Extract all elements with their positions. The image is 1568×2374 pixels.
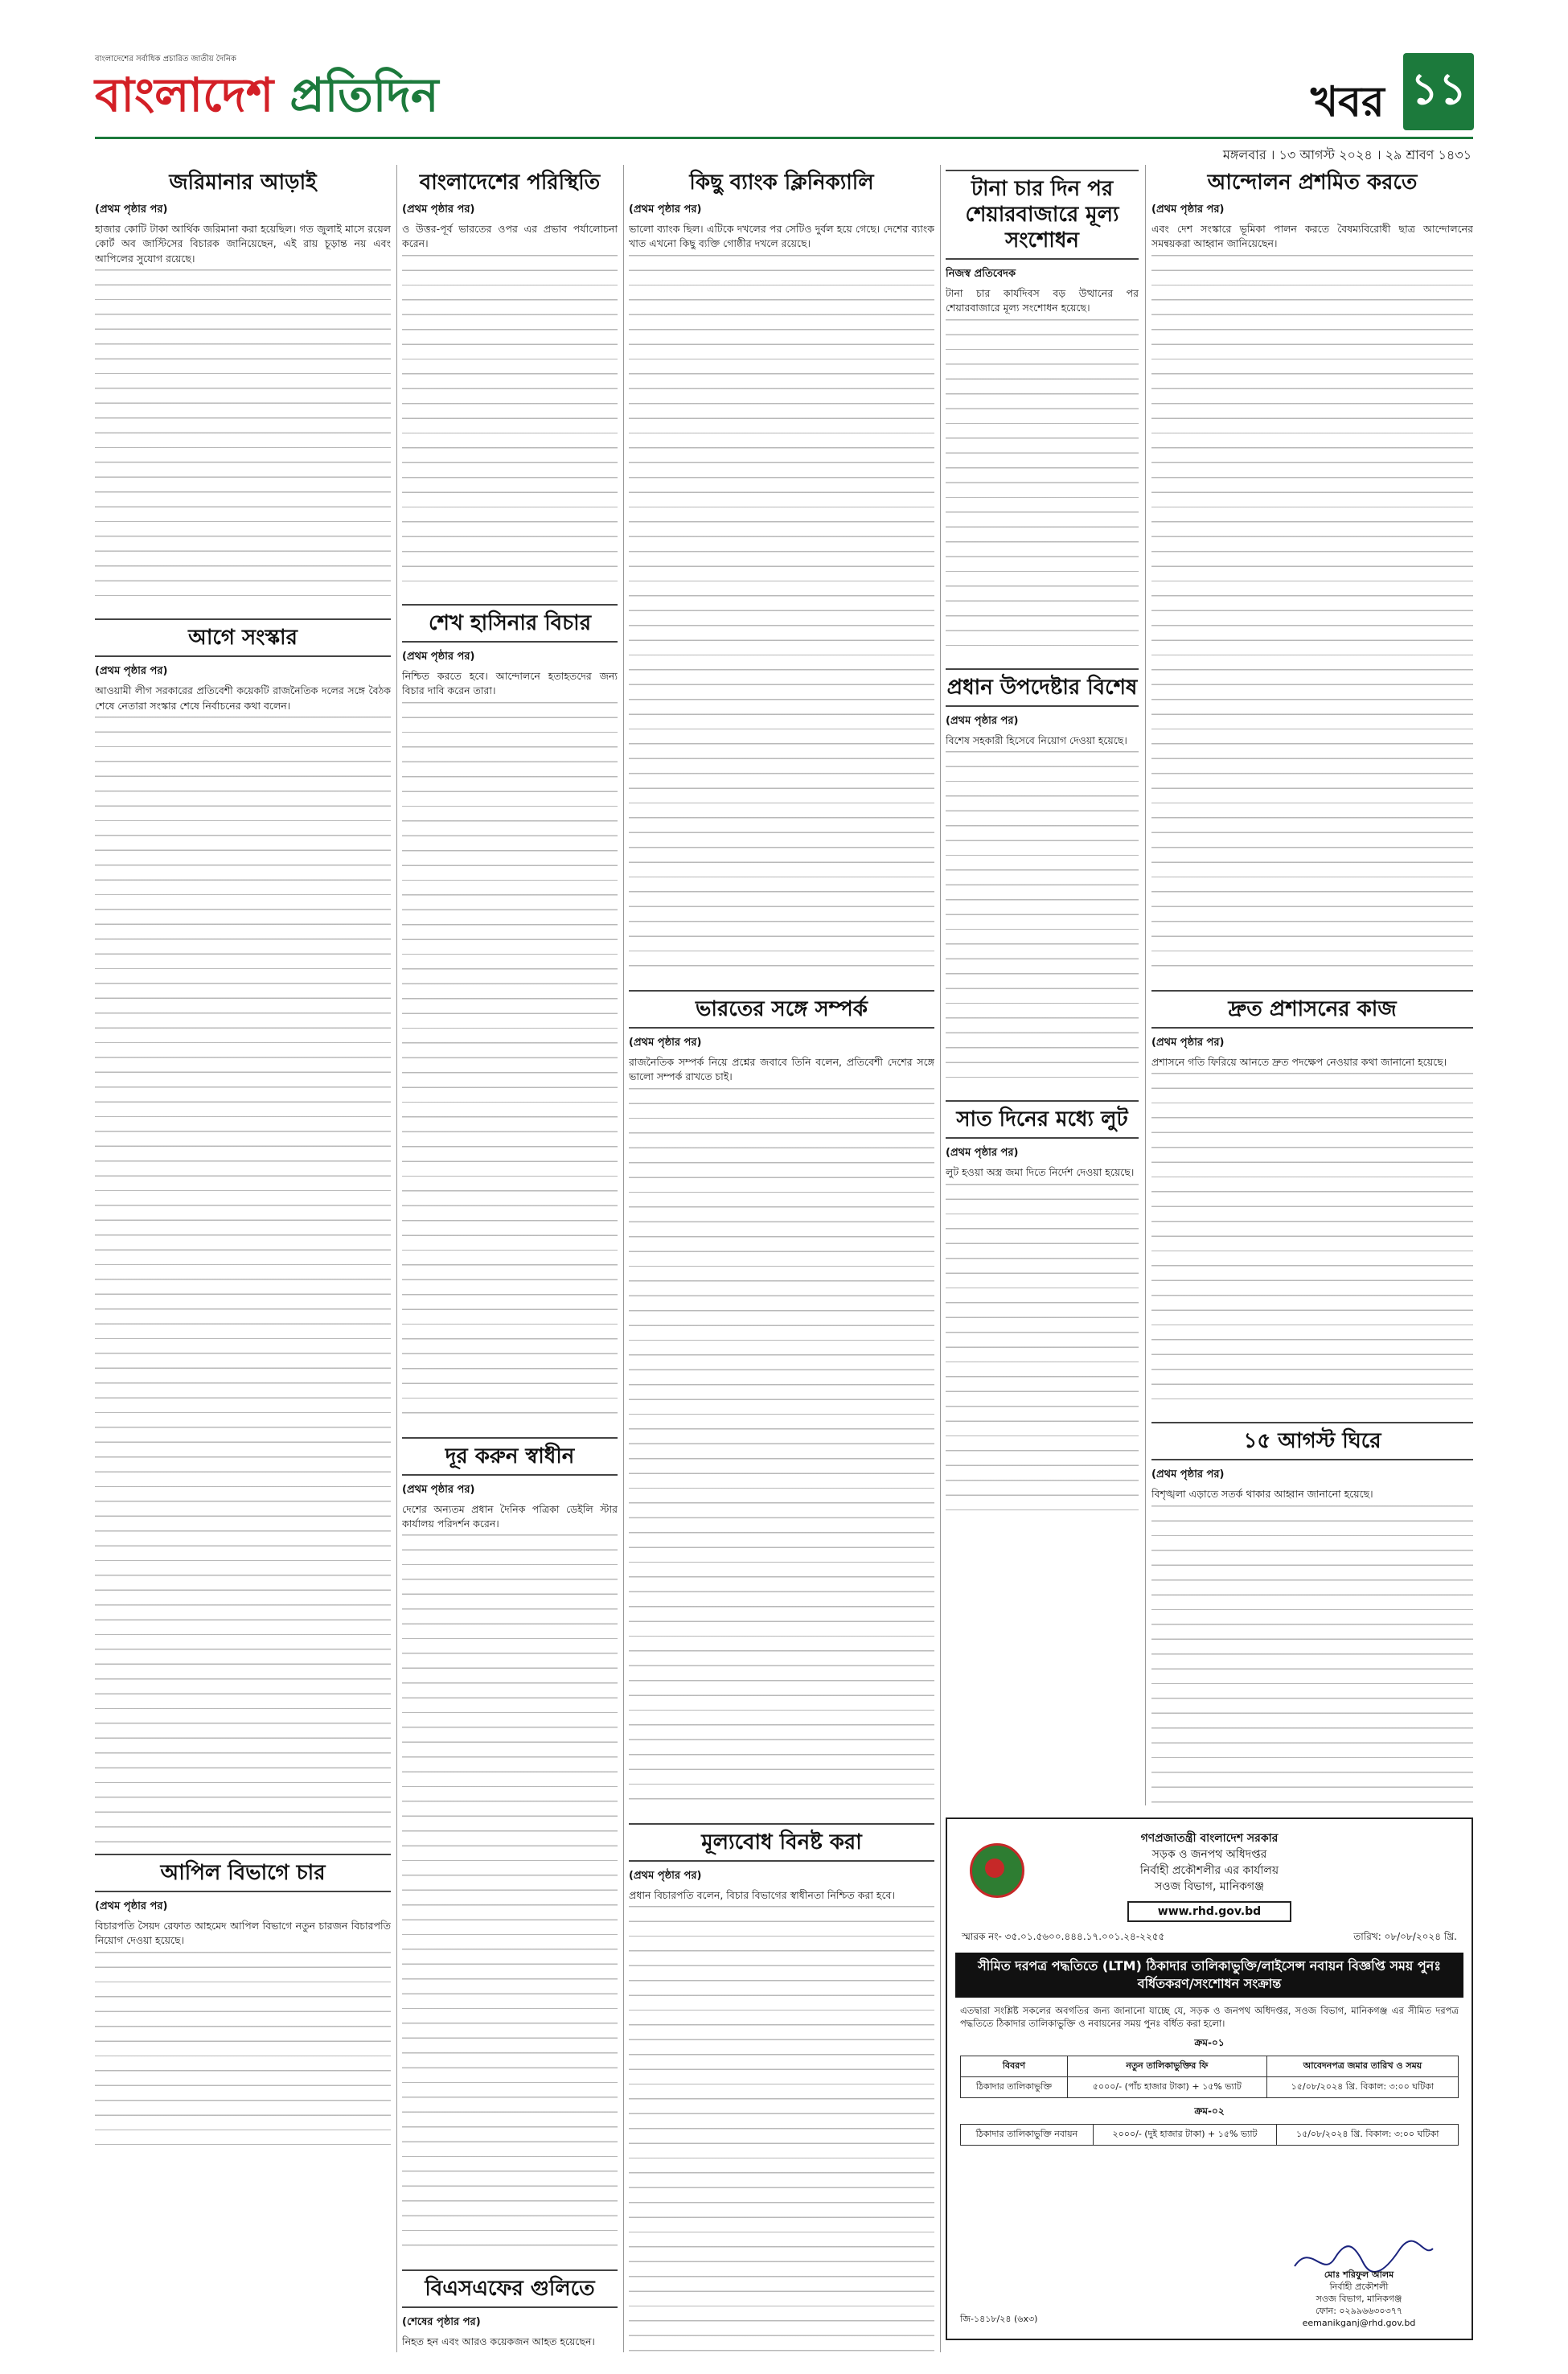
table-header-cell: বিবরণ xyxy=(961,2056,1068,2077)
logo-wordmark xyxy=(95,68,439,122)
notice-code: জি-১৪১৮/২৪ (৬x৩) xyxy=(960,2314,1038,2324)
article xyxy=(1151,1422,1473,1805)
article xyxy=(95,1854,391,2145)
article-body: বিশৃঙ্খলা এড়াতে সতর্ক থাকার আহ্বান জানানো হয়েছে। xyxy=(1151,1488,1373,1501)
notice-paragraph: এতদ্বারা সংশ্লিষ্ট সকলের অবগতির জন্য জানানো যাচ্ছে যে, সড়ক ও জনপথ অধিদপ্তর, সওজ বিভাগ, মানিকগঞ্জ এর সীমিত দরপত্র পদ্ধতিতে ঠিকাদার তালিকাভুক্তি ও নবায়নের সময় পুনঃ বর্ধিত করা হলো। xyxy=(960,2005,1459,2029)
article-body: রাজনৈতিক সম্পর্ক নিয়ে প্রশ্নের জবাবে তিনি বলেন, প্রতিবেশী দেশের সঙ্গে ভালো সম্পর্ক রাখতে চাই। xyxy=(629,1055,934,1083)
article-text-block xyxy=(946,1184,1139,1522)
government-notice xyxy=(946,1817,1473,2340)
section-title: খবর xyxy=(1311,78,1385,126)
signer-email[interactable]: eemanikganj@rhd.gov.bd xyxy=(1302,2318,1416,2328)
article-body: হাজার কোটি টাকা আর্থিক জরিমানা করা হয়েছিল। গত জুলাই মাসে রয়েল কোর্ট অব জাস্টিসের বিচারক জানিয়েছেন, এই রায় চূড়ান্ত নয় এবং আপিলের সুযোগ রয়েছে। xyxy=(95,223,391,265)
article xyxy=(946,170,1139,657)
article-text-block xyxy=(1151,1505,1473,1805)
table-cell: ঠিকাদার তালিকাভুক্তি xyxy=(961,2077,1068,2098)
notice-website-link[interactable]: www.rhd.gov.bd xyxy=(1127,1901,1291,1922)
table-cell: ৫০০০/- (পাঁচ হাজার টাকা) + ১৫% ভ্যাট xyxy=(1067,2077,1266,2098)
article-headline[interactable]: আগে সংস্কার xyxy=(95,618,391,657)
newspaper-logo[interactable] xyxy=(95,53,439,137)
article-byline: (প্রথম পৃষ্ঠার পর) xyxy=(1151,1468,1225,1481)
article-body: ও উত্তর-পূর্ব ভারতের ওপর এর প্রভাব পর্যালোচনা করেন। xyxy=(402,223,618,250)
article xyxy=(95,170,391,607)
header-rule xyxy=(95,137,1473,139)
article xyxy=(95,618,391,1842)
article-body: নিহত হন এবং আরও কয়েকজন আহত হয়েছেন। xyxy=(402,2335,595,2348)
article-headline[interactable]: দ্রুত প্রশাসনের কাজ xyxy=(1151,990,1473,1029)
article-headline[interactable]: ১৫ আগস্ট ঘিরে xyxy=(1151,1422,1473,1460)
article-text-block xyxy=(402,702,618,1426)
article xyxy=(1151,170,1473,979)
article xyxy=(946,668,1139,1089)
column-d xyxy=(946,165,1139,1805)
logo-part-1: বাংলাদেশ xyxy=(95,68,274,122)
notice-department: সড়ক ও জনপথ অধিদপ্তর xyxy=(1151,1848,1267,1861)
article-byline: (শেষের পৃষ্ঠার পর) xyxy=(402,2316,481,2329)
article-headline[interactable]: জরিমানার আড়াই xyxy=(169,170,317,195)
article xyxy=(629,990,934,1812)
date-line: মঙ্গলবার । ১৩ আগস্ট ২০২৪ । ২৯ শ্রাবণ ১৪৩১ xyxy=(1222,147,1472,162)
table-header-row xyxy=(961,2056,1459,2077)
article-headline[interactable]: টানা চার দিন পর শেয়ারবাজারে মূল্য সংশোধন xyxy=(946,170,1139,260)
article-byline: (প্রথম পৃষ্ঠার পর) xyxy=(95,203,168,216)
column-divider xyxy=(940,165,941,2352)
article xyxy=(402,604,618,1426)
article-headline[interactable]: দূর করুন স্বাধীন xyxy=(402,1437,618,1476)
article-byline: (প্রথম পৃষ্ঠার পর) xyxy=(946,1147,1019,1160)
article-text-block xyxy=(402,1534,618,2258)
column-c xyxy=(629,165,934,2352)
signer-title: নির্বাহী প্রকৌশলী xyxy=(1329,2282,1389,2292)
notice-banner: সীমিত দরপত্র পদ্ধতিতে (LTM) ঠিকাদার তালিকাভুক্তি/লাইসেন্স নবায়ন বিজ্ঞপ্তি সময় পুনঃ বর্ধিতকরণ/সংশোধন সংক্রান্ত xyxy=(955,1953,1463,1998)
article-headline[interactable]: বাংলাদেশের পরিস্থিতি xyxy=(419,170,601,195)
article-body: টানা চার কার্যদিবস বড় উত্থানের পর শেয়ারবাজারে মূল্য সংশোধন হয়েছে। xyxy=(946,287,1139,314)
table-cell: ১৫/০৮/২০২৪ খ্রি. বিকাল: ৩:০০ ঘটিকা xyxy=(1277,2125,1459,2146)
article-byline: (প্রথম পৃষ্ঠার পর) xyxy=(629,203,702,216)
article-headline[interactable]: কিছু ব্যাংক ক্লিনিক্যালি xyxy=(689,170,874,195)
article-body: আওয়ামী লীগ সরকারের প্রতিবেশী কয়েকটি রাজনৈতিক দলের সঙ্গে বৈঠক শেষে নেতারা সংস্কার শেষে নির্বাচনের কথা বলেন। xyxy=(95,684,391,712)
article xyxy=(629,170,934,979)
article xyxy=(402,2269,618,2352)
table-header-cell: নতুন তালিকাভুক্তির ফি xyxy=(1067,2056,1266,2077)
table-cell: ২০০০/- (দুই হাজার টাকা) + ১৫% ভ্যাট xyxy=(1093,2125,1277,2146)
article-body: বিশেষ সহকারী হিসেবে নিয়োগ দেওয়া হয়েছে। xyxy=(946,733,1127,746)
signer-phone: ফোন: ০২৯৯৬৬৩০৩৭৭ xyxy=(1315,2306,1403,2316)
article-text-block xyxy=(946,319,1139,657)
article-byline: (প্রথম পৃষ্ঠার পর) xyxy=(402,203,475,216)
article-byline: (প্রথম পৃষ্ঠার পর) xyxy=(402,650,475,663)
article-text-block xyxy=(402,255,618,593)
notice-division: সওজ বিভাগ, মানিকগঞ্জ xyxy=(1154,1880,1265,1893)
article-body: বিচারপতি সৈয়দ রেফাত আহমেদ আপিল বিভাগে নতুন চারজন বিচারপতি নিয়োগ দেওয়া হয়েছে। xyxy=(95,1920,391,1947)
article-text-block xyxy=(946,751,1139,1089)
article xyxy=(946,1100,1139,1521)
notice-reference-number: স্মারক নং- ৩৫.০১.৫৬০০.৪৪৪.১৭.০০১.২৪-২২৫৫ xyxy=(962,1931,1165,1942)
table-row xyxy=(961,2125,1459,2146)
table-cell: ১৫/০৮/২০২৪ খ্রি. বিকাল: ৩:০০ ঘটিকা xyxy=(1266,2077,1458,2098)
notice-table xyxy=(960,2124,1459,2146)
article-text-block xyxy=(1151,255,1473,979)
signer-office: সওজ বিভাগ, মানিকগঞ্জ xyxy=(1316,2294,1402,2304)
article-text-block xyxy=(629,1906,934,2352)
notice-item-label: ক্রম-০২ xyxy=(1194,2105,1225,2117)
article-byline: (প্রথম পৃষ্ঠার পর) xyxy=(629,1036,702,1049)
table-header-cell: আবেদনপত্র জমার তারিখ ও সময় xyxy=(1266,2056,1458,2077)
article-headline[interactable]: বিএসএফের গুলিতে xyxy=(402,2269,618,2308)
article-byline: (প্রথম পৃষ্ঠার পর) xyxy=(402,1483,475,1496)
article-body: প্রধান বিচারপতি বলেন, বিচার বিভাগের স্বাধীনতা নিশ্চিত করা হবে। xyxy=(629,1888,895,1901)
page-number-badge: ১১ xyxy=(1403,53,1474,130)
article-headline[interactable]: শেখ হাসিনার বিচার xyxy=(402,604,618,643)
article-body: দেশের অন্যতম প্রধান দৈনিক পত্রিকা ডেইলি স্টার কার্যালয় পরিদর্শন করেন। xyxy=(402,1502,618,1530)
masthead xyxy=(0,0,1568,162)
column-divider xyxy=(396,165,397,2352)
logo-part-2: প্রতিদিন xyxy=(289,68,439,122)
column-a xyxy=(95,165,391,2352)
table-cell: ঠিকাদার তালিকাভুক্তি নবায়ন xyxy=(961,2125,1094,2146)
article-text-block xyxy=(95,717,391,1842)
column-e xyxy=(1151,165,1473,1805)
article-headline[interactable]: সাত দিনের মধ্যে লুট xyxy=(946,1100,1139,1139)
table-row xyxy=(961,2077,1459,2098)
logo-tagline: বাংলাদেশের সর্বাধিক প্রচারিত জাতীয় দৈনিক xyxy=(95,55,236,64)
notice-date: তারিখ: ০৮/০৮/২০২৪ খ্রি. xyxy=(1353,1931,1457,1942)
article-body: প্রশাসনে গতি ফিরিয়ে আনতে দ্রুত পদক্ষেপ নেওয়ার কথা জানানো হয়েছে। xyxy=(1151,1055,1447,1068)
column-divider xyxy=(623,165,624,2352)
article-text-block xyxy=(1151,1073,1473,1411)
article-body: ভালো ব্যাংক ছিল। এটিকে দখলের পর সেটিও দুর্বল হয়ে গেছে। দেশের ব্যাংক খাত এখনো কিছু ব্যক্তি গোষ্ঠীর দখলে রয়েছে। xyxy=(629,223,934,250)
article-byline: (প্রথম পৃষ্ঠার পর) xyxy=(946,714,1019,727)
notice-table xyxy=(960,2056,1459,2098)
article-byline: নিজস্ব প্রতিবেদক xyxy=(946,268,1016,280)
article-text-block xyxy=(629,255,934,979)
article-byline: (প্রথম পৃষ্ঠার পর) xyxy=(95,665,168,678)
article xyxy=(402,1437,618,2259)
article xyxy=(629,1823,934,2352)
article-text-block xyxy=(629,1088,934,1812)
article-headline[interactable]: প্রধান উপদেষ্টার বিশেষ xyxy=(946,668,1139,707)
article-body: লুট হওয়া অস্ত্র জমা দিতে নির্দেশ দেওয়া হয়েছে। xyxy=(946,1166,1135,1179)
notice-item-label: ক্রম-০১ xyxy=(1194,2037,1225,2048)
article-headline[interactable]: আন্দোলন প্রশমিত করতে xyxy=(1207,170,1418,195)
article-body: নিশ্চিত করতে হবে। আন্দোলনে হতাহতদের জন্য বিচার দাবি করেন তারা। xyxy=(402,669,618,697)
article-text-block xyxy=(95,269,391,607)
column-b xyxy=(402,165,618,2352)
government-emblem-icon xyxy=(970,1843,1024,1898)
article-headline[interactable]: মূল্যবোধ বিনষ্ট করা xyxy=(629,1823,934,1862)
signer-name: মোঃ শরিফুল আলম xyxy=(1324,2269,1394,2280)
article-byline: (প্রথম পৃষ্ঠার পর) xyxy=(1151,203,1225,216)
article xyxy=(402,170,618,593)
article-text-block xyxy=(95,1952,391,2145)
article-byline: (প্রথম পৃষ্ঠার পর) xyxy=(629,1869,702,1882)
article-byline: (প্রথম পৃষ্ঠার পর) xyxy=(1151,1036,1225,1049)
article-body: এবং দেশ সংস্কারে ভূমিকা পালন করতে বৈষম্যবিরোধী ছাত্র আন্দোলনের সমন্বয়করা আহ্বান জানিয়েছেন। xyxy=(1151,223,1473,250)
notice-gov-name: গণপ্রজাতন্ত্রী বাংলাদেশ সরকার xyxy=(1140,1832,1279,1845)
article-byline: (প্রথম পৃষ্ঠার পর) xyxy=(95,1900,168,1913)
article xyxy=(1151,990,1473,1411)
signatory-block xyxy=(1270,2269,1447,2329)
notice-office: নির্বাহী প্রকৌশলীর এর কার্যালয় xyxy=(1139,1864,1279,1877)
notice-reference-row xyxy=(947,1922,1472,1946)
column-divider xyxy=(1145,165,1146,1805)
article-headline[interactable]: ভারতের সঙ্গে সম্পর্ক xyxy=(629,990,934,1029)
article-headline[interactable]: আপিল বিভাগে চার xyxy=(95,1854,391,1892)
